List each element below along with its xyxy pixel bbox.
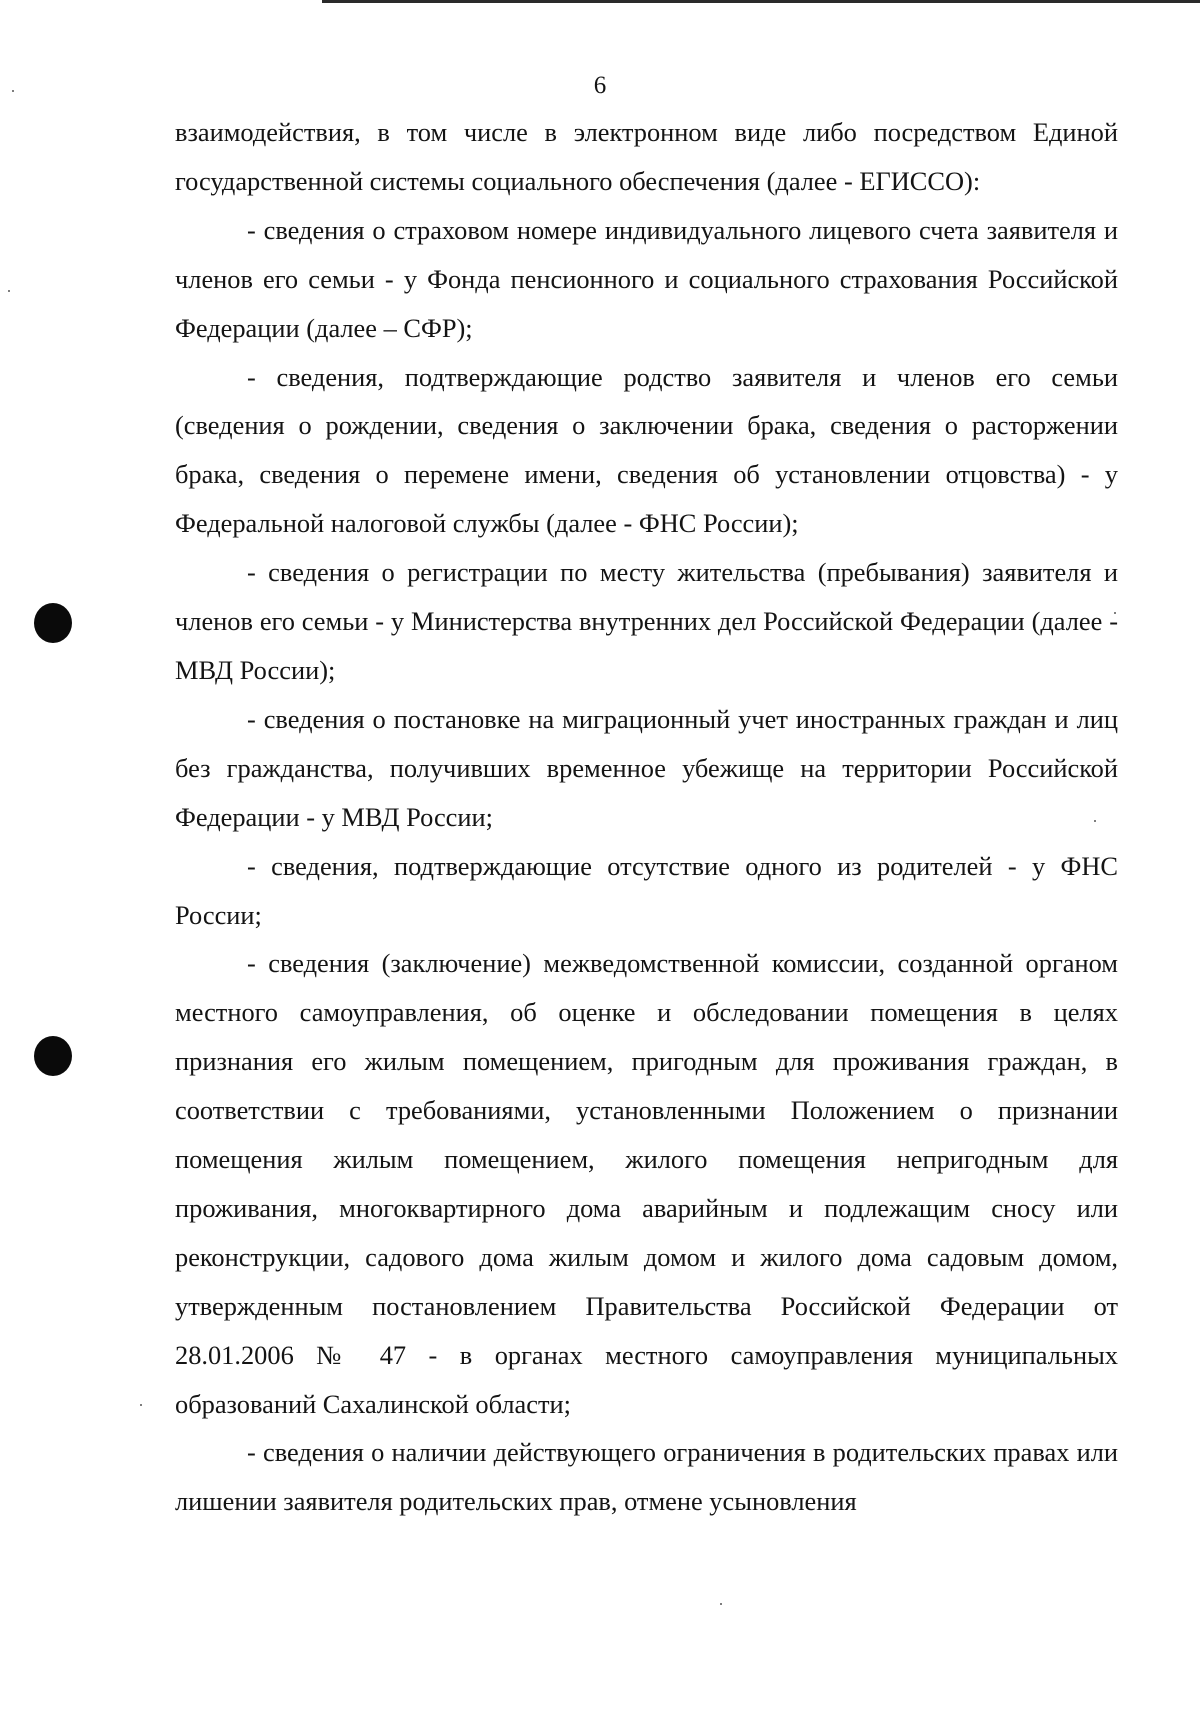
punch-hole-upper [34, 603, 72, 643]
paragraph-snils-info: - сведения о страховом номере индивидуального лицевого счета заявителя и членов его семьи - у Фонда пенсионного и социального страхования Российской Федерации (далее – СФР); [175, 214, 1118, 343]
paragraph-parental-rights-info: - сведения о наличии действующего ограничения в родительских правах или лишении заявителя родительских прав, отмене усыновления [175, 1437, 1118, 1517]
punch-hole-lower [34, 1036, 72, 1076]
paragraph-migration-info: - сведения о постановке на миграционный учет иностранных граждан и лиц без гражданства, получивших временное убежище на территории Российской Федерации - у МВД России; [175, 703, 1118, 832]
page-number: 6 [593, 72, 607, 99]
scan-speck [720, 1603, 722, 1605]
paragraph-absent-parent-info: - сведения, подтверждающие отсутствие одного из родителей - у ФНС России; [175, 850, 1118, 930]
top-border-line [322, 0, 1200, 3]
scan-speck [8, 290, 10, 292]
paragraph-intro-continuation: взаимодействия, в том числе в электронном виде либо посредством Единой государственной системы социального обеспечения (далее - ЕГИССО): [175, 117, 1118, 196]
document-body [175, 108, 1118, 1526]
paragraph-housing-commission-info: - сведения (заключение) межведомственной комиссии, созданной органом местного самоуправления, об оценке и обследовании помещения в целях признания его жилым помещением, пригодным для проживания граждан, в соответствии с требованиями, установленными Положением о признании помещения жилым помещением, жилого помещения непригодным для проживания, многоквартирного дома аварийным и подлежащим сносу или реконструкции, садового дома жилым домом и жилого дома садовым домом, утвержденным постановлением Правительства Российской Федерации от 28.01.2006 № 47 - в органах местного самоуправления муниципальных образований Сахалинской области; [175, 948, 1118, 1419]
paragraph-kinship-info: - сведения, подтверждающие родство заявителя и членов его семьи (сведения о рождении, сведения о заключении брака, сведения о расторжении брака, сведения о перемене имени, сведения об установлении отцовства) - у Федеральной налоговой службы (далее - ФНС России); [175, 361, 1118, 539]
paragraph-registration-info: - сведения о регистрации по месту жительства (пребывания) заявителя и членов его семьи - у Министерства внутренних дел Российской Федерации (далее - МВД России); [175, 557, 1118, 685]
scan-speck [140, 1404, 142, 1406]
